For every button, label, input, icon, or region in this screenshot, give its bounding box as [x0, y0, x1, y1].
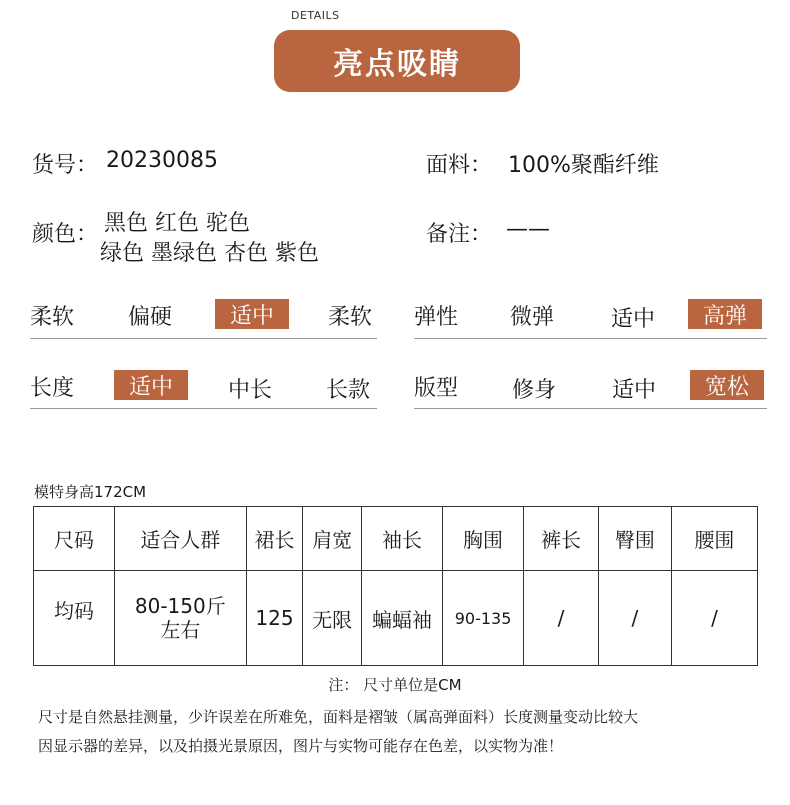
elasticity-option-medium: 适中 [611, 307, 656, 332]
softness-option-hard: 偏硬 [128, 305, 173, 330]
cell-bust: 90-135 [443, 571, 524, 666]
elasticity-label: 弹性 [414, 305, 459, 330]
header-skirt-length: 裙长 [246, 507, 303, 571]
cell-shoulder: 无限 [303, 571, 362, 666]
cell-skirt-length: 125 [246, 571, 303, 666]
cell-waist: / [671, 571, 757, 666]
cell-fit-group-line2: 左右 [160, 618, 201, 642]
header-fit-group: 适合人群 [115, 507, 247, 571]
unit-note: 注： 尺寸单位是CM [328, 676, 462, 694]
length-label: 长度 [30, 376, 75, 401]
size-table-header-row [34, 507, 758, 571]
header-waist: 腰围 [671, 507, 757, 571]
elasticity-option-slight: 微弹 [510, 305, 555, 330]
fit-option-slim: 修身 [512, 378, 557, 403]
softness-divider [30, 338, 377, 339]
header-size: 尺码 [34, 507, 115, 571]
disclaimer-line2: 因显示器的差异，以及拍摄光景原因，图片与实物可能存在色差，以实物为准！ [38, 737, 564, 755]
remark-value: —— [506, 217, 550, 242]
fit-label: 版型 [414, 376, 459, 401]
softness-label: 柔软 [30, 305, 75, 330]
fabric-value: 100%聚酯纤维 [508, 153, 659, 178]
elasticity-divider [414, 338, 767, 339]
header-pants-length: 裤长 [524, 507, 599, 571]
model-height: 模特身高172CM [34, 483, 147, 501]
color-values-line1: 黑色 红色 驼色 [104, 211, 250, 236]
cell-sleeve: 蝙蝠袖 [362, 571, 443, 666]
elasticity-option-high-selected: 高弹 [688, 299, 762, 329]
fit-option-medium: 适中 [612, 378, 657, 403]
cell-size: 均码 [34, 571, 115, 666]
header-shoulder: 肩宽 [303, 507, 362, 571]
softness-option-soft: 柔软 [328, 305, 373, 330]
fit-option-loose-selected: 宽松 [690, 370, 764, 400]
softness-option-medium-selected: 适中 [215, 299, 289, 329]
disclaimer-line1: 尺寸是自然悬挂测量，少许误差在所难免，面料是褶皱（属高弹面料）长度测量变动比较大 [38, 708, 639, 726]
length-divider [30, 408, 377, 409]
cell-fit-group [115, 571, 247, 666]
size-table [33, 506, 758, 666]
cell-hip: / [598, 571, 671, 666]
header-hip: 臀围 [598, 507, 671, 571]
item-number-value: 20230085 [106, 148, 218, 173]
length-option-long: 长款 [326, 378, 371, 403]
color-values-line2: 绿色 墨绿色 杏色 紫色 [100, 241, 319, 266]
section-title-banner: 亮点吸睛 [274, 30, 520, 92]
remark-label: 备注： [426, 222, 493, 247]
cell-pants-length: / [524, 571, 599, 666]
header-bust: 胸围 [443, 507, 524, 571]
details-caption: DETAILS [291, 9, 340, 22]
fit-divider [414, 408, 767, 409]
item-number-label: 货号： [32, 153, 99, 178]
length-option-medium-selected: 适中 [114, 370, 188, 400]
fabric-label: 面料： [426, 153, 493, 178]
length-option-midlength: 中长 [228, 378, 273, 403]
size-table-row [34, 571, 758, 666]
color-label: 颜色： [32, 222, 99, 247]
header-sleeve: 袖长 [362, 507, 443, 571]
cell-fit-group-line1: 80-150斤 [134, 594, 226, 618]
